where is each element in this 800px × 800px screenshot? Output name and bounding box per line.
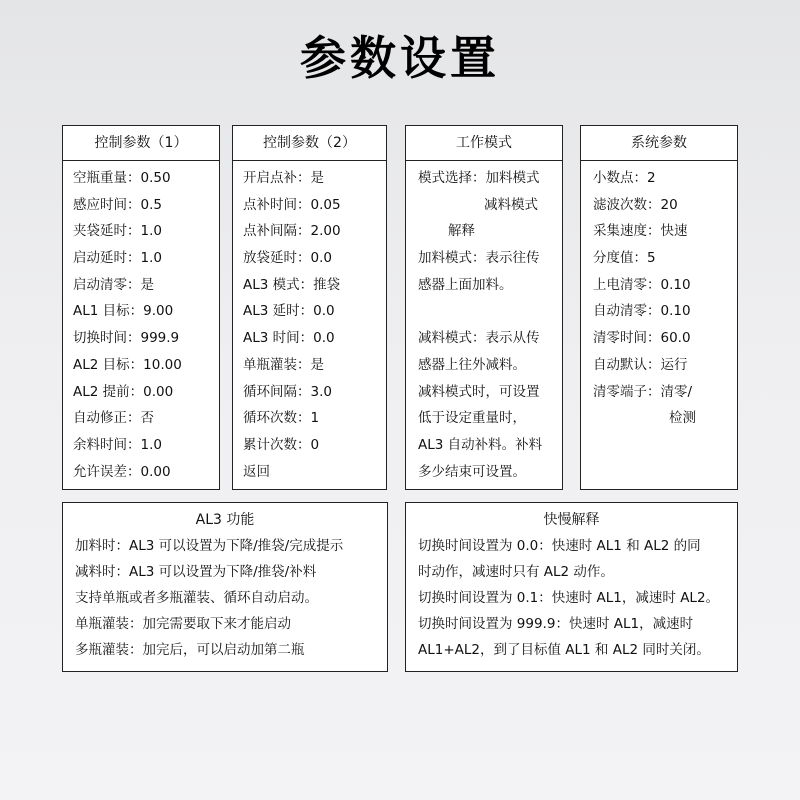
mode-line: 多少结束可设置。: [418, 463, 526, 480]
mode-line: 解释: [448, 223, 475, 240]
param-line: AL3 时间：0.0: [243, 330, 335, 347]
mode-line: 加料模式：表示往传: [418, 250, 540, 267]
param-line: 清零端子：清零/: [593, 383, 693, 400]
param-line: 余料时间：1.0: [73, 436, 162, 453]
param-line: AL3 延时：0.0: [243, 303, 335, 320]
al3-function-panel: [62, 502, 388, 672]
control-params-1-panel: [62, 125, 220, 490]
param-line: 循环间隔：3.0: [243, 383, 332, 400]
mode-line: 模式选择：加料模式: [418, 170, 540, 186]
param-line: 单瓶灌装：是: [243, 356, 324, 373]
work-mode-header: 工作模式: [406, 126, 562, 161]
param-line: 点补时间：0.05: [243, 196, 341, 213]
param-line: 自动默认：运行: [593, 356, 688, 373]
param-line: AL2 目标：10.00: [73, 356, 182, 373]
info-line: 支持单瓶或者多瓶灌装、循环自动启动。: [75, 590, 318, 606]
param-line: AL1 目标：9.00: [73, 303, 174, 320]
system-params-header: 系统参数: [581, 126, 737, 161]
info-line: 多瓶灌装：加完后，可以启动加第二瓶: [75, 642, 305, 658]
param-line: 小数点：2: [593, 170, 656, 186]
info-line: 切换时间设置为 999.9：快速时 AL1，减速时: [418, 616, 694, 632]
param-line: 循环次数：1: [243, 410, 320, 427]
param-line: 采集速度：快速: [593, 223, 688, 240]
info-line: AL1+AL2，到了目标值 AL1 和 AL2 同时关闭。: [418, 642, 710, 658]
info-line: 时动作，减速时只有 AL2 动作。: [418, 564, 614, 580]
param-line: 滤波次数：20: [593, 196, 678, 213]
mode-line: 减料模式: [484, 196, 538, 213]
mode-line: AL3 自动补料。补料: [418, 436, 543, 453]
param-line: 允许误差：0.00: [73, 463, 171, 480]
param-line: 分度值：5: [593, 250, 656, 267]
param-line: 感应时间：0.5: [73, 196, 162, 213]
info-line: 切换时间设置为 0.0：快速时 AL1 和 AL2 的同: [418, 538, 701, 554]
param-line: AL2 提前：0.00: [73, 383, 174, 400]
param-line: 上电清零：0.10: [593, 276, 691, 293]
speed-explanation-header: 快慢解释: [543, 512, 600, 528]
system-params-panel: [580, 125, 738, 490]
mode-line: 低于设定重量时，: [418, 410, 526, 427]
param-line: 自动清零：0.10: [593, 303, 691, 320]
mode-line: 减料模式时，可设置: [418, 383, 540, 400]
mode-line: [418, 298, 554, 325]
control-params-1-header: 控制参数（1）: [63, 126, 219, 161]
info-line: 减料时：AL3 可以设置为下降/推袋/补料: [75, 564, 317, 580]
param-line: 自动修正：否: [73, 410, 154, 427]
al3-function-header: AL3 功能: [195, 512, 255, 528]
mode-line: 感器上面加料。: [418, 276, 513, 293]
info-line: 加料时：AL3 可以设置为下降/推袋/完成提示: [75, 538, 344, 554]
param-line: 空瓶重量：0.50: [73, 170, 171, 186]
control-params-2-panel: [232, 125, 387, 490]
work-mode-panel: [405, 125, 563, 490]
param-line: 启动清零：是: [73, 276, 154, 293]
param-line: 切换时间：999.9: [73, 330, 180, 347]
mode-line: 减料模式：表示从传: [418, 330, 540, 347]
info-line: 切换时间设置为 0.1：快速时 AL1，减速时 AL2。: [418, 590, 720, 606]
param-line: 累计次数：0: [243, 436, 320, 453]
param-line: 返回: [243, 463, 270, 480]
info-line: 单瓶灌装：加完需要取下来才能启动: [75, 616, 291, 632]
param-line: 开启点补：是: [243, 170, 324, 186]
mode-line: 感器上往外减料。: [418, 356, 526, 373]
param-line: 点补间隔：2.00: [243, 223, 341, 240]
param-line: AL3 模式：推袋: [243, 276, 341, 293]
page-title: 参数设置: [300, 31, 500, 85]
control-params-2-header: 控制参数（2）: [233, 126, 386, 161]
param-line: 清零时间：60.0: [593, 330, 691, 347]
param-line: 检测: [669, 410, 696, 427]
param-line: 启动延时：1.0: [73, 250, 162, 267]
speed-explanation-panel: [405, 502, 738, 672]
param-line: 夹袋延时：1.0: [73, 223, 162, 240]
param-line: 放袋延时：0.0: [243, 250, 332, 267]
